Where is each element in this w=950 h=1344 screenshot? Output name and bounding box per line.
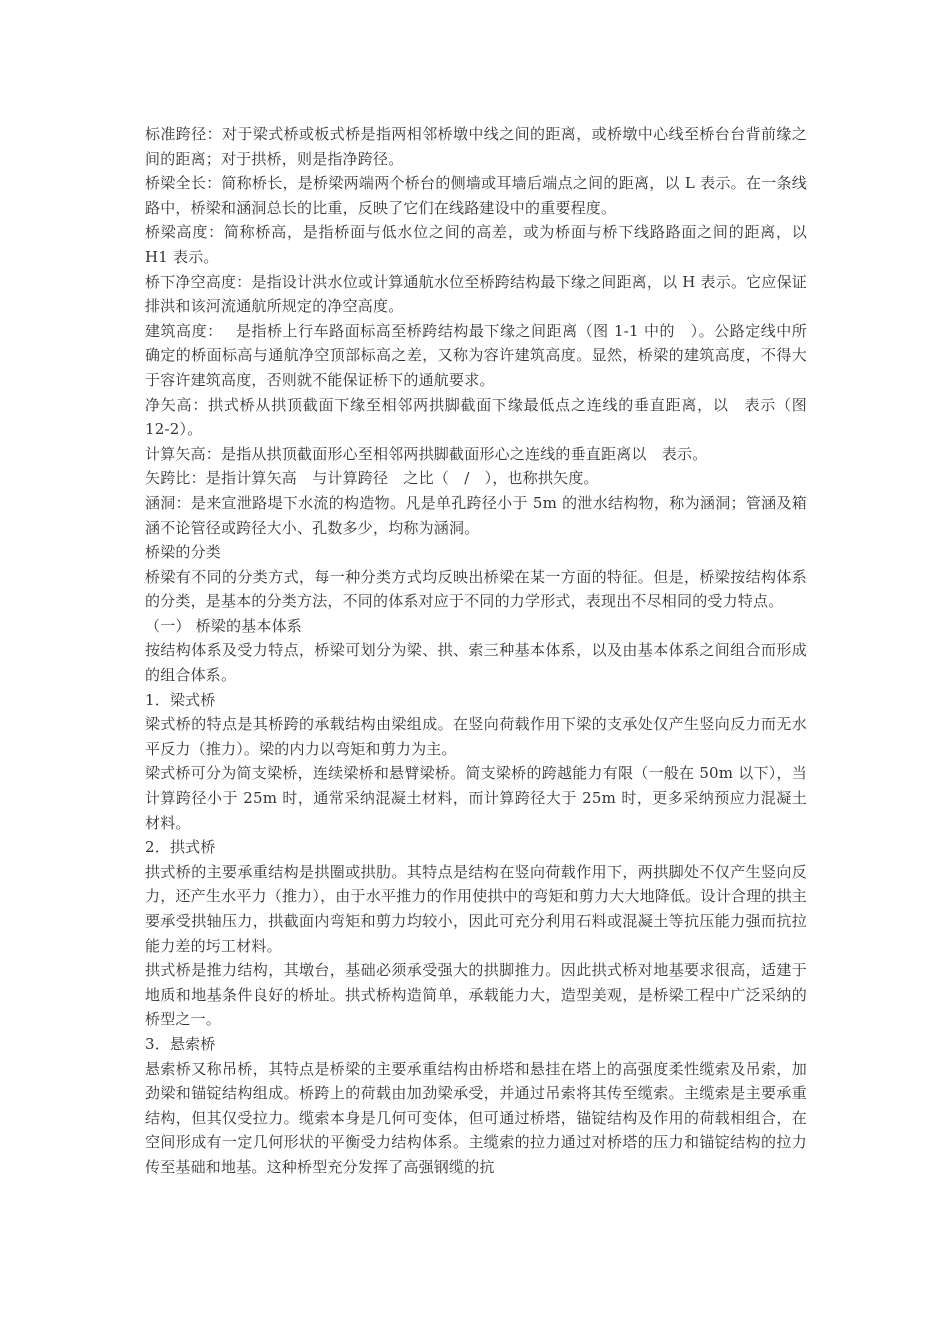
paragraph-beam-bridge-types: 梁式桥可分为简支梁桥，连续梁桥和悬臂梁桥。简支梁桥的跨越能力有限（一般在 50m 以下），当计算跨径小于 25m 时，通常采纳混凝土材料，而计算跨径大于 25m 时，更多采纳预应力混凝土材料。 <box>145 764 807 832</box>
heading-bridge-classification: 桥梁的分类 <box>145 543 222 562</box>
paragraph-suspension-bridge: 悬索桥又称吊桥，其特点是桥梁的主要承重结构由桥塔和悬挂在塔上的高强度柔性缆索及吊索，加劲梁和锚锭结构组成。桥跨上的荷载由加劲梁承受，并通过吊索将其传至缆索。主缆索是主要承重结构，但其仅受拉力。缆索本身是几何可变体，但可通过桥塔，锚锭结构及作用的荷载相组合，在空间形成有一定几何形状的平衡受力结构体系。主缆索的拉力通过对桥塔的压力和锚锭结构的拉力传至基础和地基。这种桥型充分发挥了高强钢缆的抗 <box>145 1059 807 1176</box>
paragraph-calculated-rise: 计算矢高：是指从拱顶截面形心至相邻两拱脚截面形心之连线的垂直距离以 表示。 <box>145 444 708 463</box>
paragraph-basic-systems: 按结构体系及受力特点，桥梁可划分为梁、拱、索三种基本体系，以及由基本体系之间组合而形成的组合体系。 <box>145 641 807 685</box>
paragraph-classification-intro: 桥梁有不同的分类方式，每一种分类方式均反映出桥梁在某一方面的特征。但是，桥梁按结构体系的分类，是基本的分类方法，不同的体系对应于不同的力学形式，表现出不尽相同的受力特点。 <box>145 567 807 611</box>
heading-basic-systems: （一） 桥梁的基本体系 <box>145 616 302 635</box>
heading-suspension-bridge: 3．悬索桥 <box>145 1034 216 1053</box>
heading-beam-bridge: 1．梁式桥 <box>145 690 216 709</box>
paragraph-arch-bridge-structure: 拱式桥的主要承重结构是拱圈或拱肋。其特点是结构在竖向荷载作用下，两拱脚处不仅产生竖向反力，还产生水平力（推力），由于水平推力的作用使拱中的弯矩和剪力大大地降低。设计合理的拱主要承受拱轴压力，拱截面内弯矩和剪力均较小，因此可充分利用石料或混凝土等抗压能力强而抗拉能力差的圬工材料。 <box>145 862 807 955</box>
paragraph-rise-span-ratio: 矢跨比：是指计算矢高 与计算跨径 之比（ / ），也称拱矢度。 <box>145 469 599 488</box>
paragraph-clearance-height: 桥下净空高度：是指设计洪水位或计算通航水位至桥跨结构最下缘之间距离，以 H 表示。它应保证排洪和该河流通航所规定的净空高度。 <box>145 272 807 316</box>
heading-arch-bridge: 2．拱式桥 <box>145 838 216 857</box>
paragraph-arch-bridge-thrust: 拱式桥是推力结构，其墩台，基础必须承受强大的拱脚推力。因此拱式桥对地基要求很高，适建于地质和地基条件良好的桥址。拱式桥构造简单，承载能力大，造型美观，是桥梁工程中广泛采纳的桥型之一。 <box>145 961 807 1029</box>
paragraph-beam-bridge-features: 梁式桥的特点是其桥跨的承载结构由梁组成。在竖向荷载作用下梁的支承处仅产生竖向反力而无水平反力（推力）。梁的内力以弯矩和剪力为主。 <box>145 715 807 758</box>
paragraph-net-rise: 净矢高：拱式桥从拱顶截面下缘至相邻两拱脚截面下缘最低点之连线的垂直距离，以 表示（图 12-2）。 <box>145 395 807 439</box>
paragraph-bridge-length: 桥梁全长：简称桥长，是桥梁两端两个桥台的侧墙或耳墙后端点之间的距离，以 L 表示。在一条线路中，桥梁和涵洞总长的比重，反映了它们在线路建设中的重要程度。 <box>145 174 807 217</box>
paragraph-construction-height: 建筑高度： 是指桥上行车路面标高至桥跨结构最下缘之间距离（图 1-1 中的 ）。公路定线中所确定的桥面标高与通航净空顶部标高之差，又称为容许建筑高度。显然，桥梁的建筑高度，不得大于容许建筑高度，否则就不能保证桥下的通航要求。 <box>145 321 807 389</box>
paragraph-standard-span: 标准跨径：对于梁式桥或板式桥是指两相邻桥墩中线之间的距离，或桥墩中心线至桥台台背前缘之间的距离；对于拱桥，则是指净跨径。 <box>145 125 807 168</box>
document-body <box>145 122 807 1180</box>
paragraph-culvert: 涵洞：是来宣泄路堤下水流的构造物。凡是单孔跨径小于 5m 的泄水结构物，称为涵洞；管涵及箱涵不论管径或跨径大小、孔数多少，均称为涵洞。 <box>145 493 807 537</box>
paragraph-bridge-height: 桥梁高度：简称桥高，是指桥面与低水位之间的高差，或为桥面与桥下线路路面之间的距离，以 H1 表示。 <box>145 223 807 266</box>
